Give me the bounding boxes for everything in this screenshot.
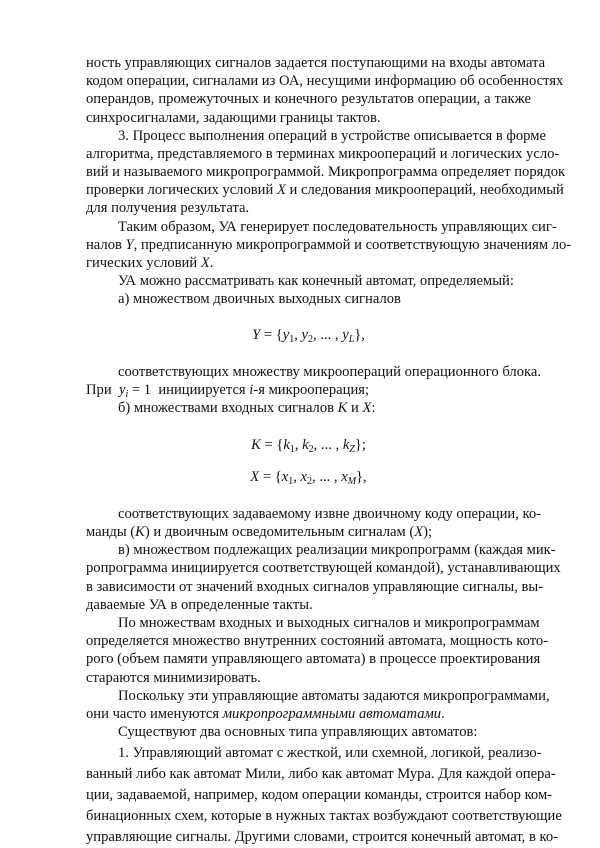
text-line: проверки логических условий X и следования микроопераций, необходимый <box>86 182 564 199</box>
text-line: ванный либо как автомат Мили, либо как автомат Мура. Для каждой опера- <box>86 766 556 782</box>
formula-k: $K = \{k_1$, $k_2$, ... , $k_Z$}; <box>251 436 366 455</box>
text-line: УА можно рассматривать как конечный автомат, определяемый: <box>118 273 514 290</box>
text-line: Существуют два основных типа управляющих автоматов: <box>118 724 478 740</box>
text-line: кодом операции, сигналами из ОА, несущими информацию об особенностях <box>86 73 564 90</box>
text-line: алгоритма, представляемого в терминах микроопераций и логических усло- <box>86 145 560 162</box>
text-line: в) множеством подлежащих реализации микропрограмм (каждая мик- <box>118 542 556 559</box>
text-line: в зависимости от значений входных сигналов управляющие сигналы, вы- <box>86 578 544 595</box>
text-line: 1. Управляющий автомат с жесткой, или схемной, логикой, реализо- <box>118 745 542 761</box>
text-line: синхросигналами, задающими границы тактов. <box>86 109 381 126</box>
text-line: они часто именуются микропрограммными автоматами. <box>86 705 445 722</box>
text-line: манды (K) и двоичным осведомительным сигналам (X); <box>86 524 433 541</box>
text-line: гических условий X. <box>86 254 214 271</box>
text-line: Поскольку эти управляющие автоматы задаются микропрограммами, <box>118 687 550 704</box>
text-line: ность управляющих сигналов задается поступающими на входы автомата <box>86 55 546 71</box>
text-line: соответствующих задаваемому извне двоичному коду операции, ко- <box>118 505 542 522</box>
text-line: для получения результата. <box>86 200 250 217</box>
formula-y: $Y = \{y_1$, $y_2$, ... , $y_L$}, <box>252 326 365 345</box>
text-line: вий и называемого микропрограммой. Микропрограмма определяет порядок <box>86 164 566 180</box>
text-line: даваемые УА в определенные такты. <box>86 596 313 613</box>
text-line: ции, задаваемой, например, кодом операции команды, строится набор ком- <box>86 787 553 803</box>
text-line: стараются минимизировать. <box>86 669 261 686</box>
text-line: а) множеством двоичных выходных сигналов <box>118 291 401 308</box>
text-line: При $y_i = 1$ инициируется i-я микрооперация; <box>86 382 370 401</box>
text-line: По множествам входных и выходных сигналов и микропрограммам <box>118 615 540 631</box>
text-line: соответствующих множеству микроопераций операционного блока. <box>118 364 541 380</box>
text-line: операндов, промежуточных и конечного результатов операции, а также <box>86 91 531 108</box>
text-line: Таким образом, УА генерирует последовательность управляющих сиг- <box>118 218 557 235</box>
text-line: бинационных схем, которые в нужных тактах возбуждают соответствующие <box>86 808 562 824</box>
text-line: ропрограмма инициируется соответствующей командой), устанавливающих <box>86 560 561 577</box>
text-line: управляющие сигналы. Другими словами, строится конечный автомат, в ко- <box>86 829 559 845</box>
text-line: б) множествами входных сигналов K и X: <box>118 400 376 417</box>
text-line: определяется множество внутренних состояний автомата, мощность кото- <box>86 633 549 650</box>
formula-x: $X = \{x_1$, $x_2$, ... , $x_M$}, <box>250 468 367 487</box>
text-line: рого (объем памяти управляющего автомата) в процессе проектирования <box>86 651 541 668</box>
text-line: 3. Процесс выполнения операций в устройстве описывается в форме <box>118 127 546 144</box>
text-line: налов Y, предписанную микропрограммой и соответствующую значениям ло- <box>86 236 572 253</box>
